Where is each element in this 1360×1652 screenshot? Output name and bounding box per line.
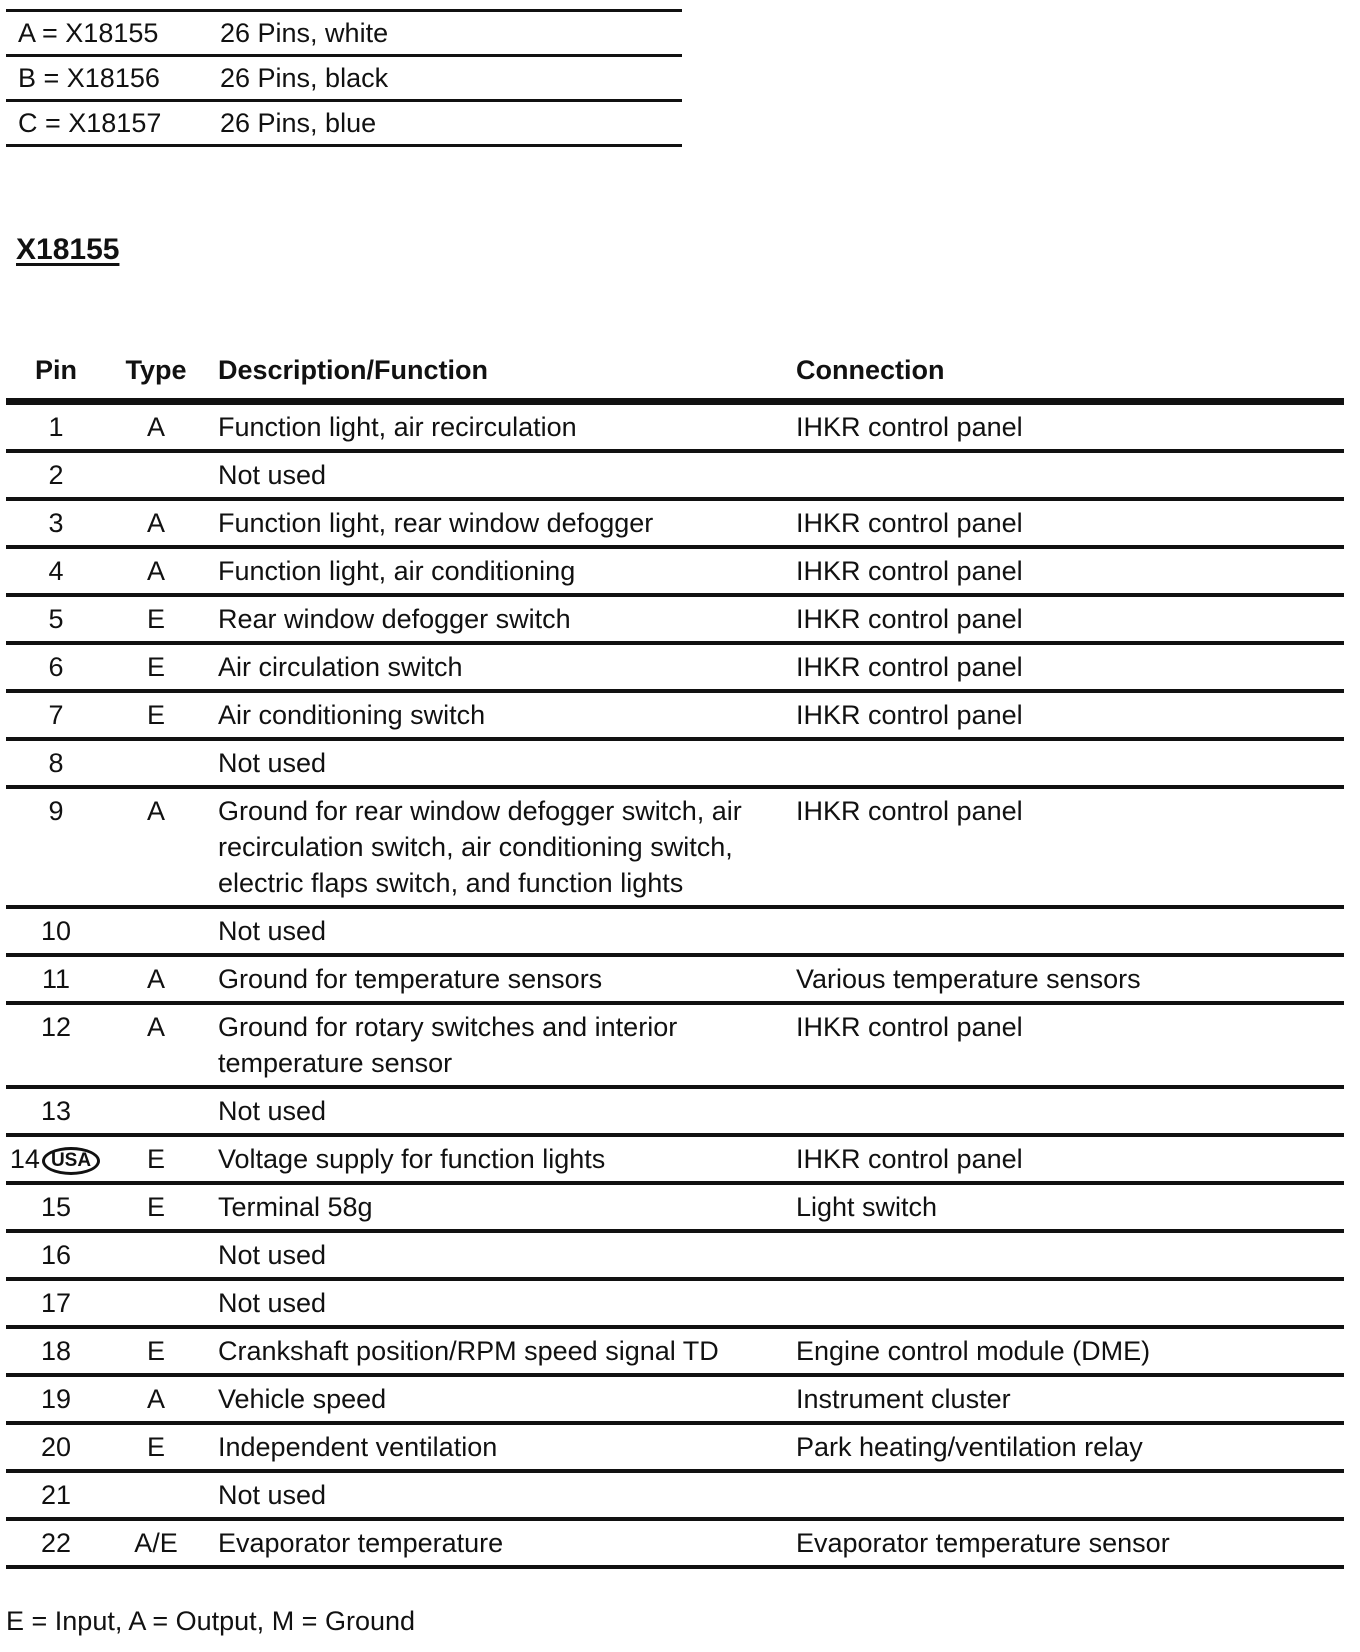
table-row (6, 595, 1344, 643)
pin-number: 16 (40, 1240, 72, 1270)
connector-description: 26 Pins, white (208, 11, 682, 56)
pin-cell (6, 499, 106, 547)
pin-number: 3 (48, 508, 64, 538)
pin-assignment-table (6, 346, 1344, 1569)
type-cell: E (106, 1423, 206, 1471)
description-cell: Independent ventilation (206, 1423, 784, 1471)
table-row (6, 1471, 1344, 1519)
header-connection: Connection (784, 346, 1344, 402)
description-cell: Evaporator temperature (206, 1519, 784, 1567)
type-cell (106, 739, 206, 787)
connection-cell: Light switch (784, 1183, 1344, 1231)
pin-cell (6, 1003, 106, 1087)
type-cell: A (106, 402, 206, 452)
table-row (6, 907, 1344, 955)
description-cell: Not used (206, 1471, 784, 1519)
type-cell (106, 1231, 206, 1279)
type-cell (106, 907, 206, 955)
connection-cell (784, 1279, 1344, 1327)
pin-cell (6, 1423, 106, 1471)
pin-cell (6, 1183, 106, 1231)
pin-number: 6 (48, 652, 64, 682)
table-row (6, 1423, 1344, 1471)
connector-summary-table (6, 9, 682, 147)
connection-cell (784, 1087, 1344, 1135)
type-cell (106, 1471, 206, 1519)
description-cell: Not used (206, 907, 784, 955)
type-cell: E (106, 691, 206, 739)
pin-cell (6, 1087, 106, 1135)
connection-cell: Various temperature sensors (784, 955, 1344, 1003)
type-cell: A (106, 1375, 206, 1423)
pin-cell (6, 595, 106, 643)
pin-cell (6, 547, 106, 595)
type-cell: E (106, 1183, 206, 1231)
connection-cell: IHKR control panel (784, 643, 1344, 691)
type-cell: E (106, 1327, 206, 1375)
pin-number: 1 (48, 412, 64, 442)
table-row (6, 1003, 1344, 1087)
description-cell: Ground for rotary switches and interior temperature sensor (206, 1003, 784, 1087)
pin-cell (6, 691, 106, 739)
connector-id: B = X18156 (6, 56, 208, 101)
description-cell: Not used (206, 1231, 784, 1279)
connection-cell: IHKR control panel (784, 499, 1344, 547)
pin-number: 9 (48, 796, 64, 826)
type-cell: A (106, 787, 206, 907)
pin-number: 12 (40, 1012, 72, 1042)
table-row (6, 1231, 1344, 1279)
pin-cell (6, 907, 106, 955)
pin-number: 11 (41, 964, 71, 994)
table-row (6, 547, 1344, 595)
table-row (6, 451, 1344, 499)
connection-cell: Park heating/ventilation relay (784, 1423, 1344, 1471)
connection-cell: Engine control module (DME) (784, 1327, 1344, 1375)
description-cell: Rear window defogger switch (206, 595, 784, 643)
connector-description: 26 Pins, black (208, 56, 682, 101)
connection-cell (784, 1471, 1344, 1519)
pin-cell (6, 787, 106, 907)
type-cell: A (106, 955, 206, 1003)
table-row (6, 1135, 1344, 1183)
pin-number: 14 (9, 1144, 40, 1174)
pin-table-body (6, 402, 1344, 1568)
type-cell: A (106, 547, 206, 595)
description-cell: Not used (206, 1279, 784, 1327)
connector-row (6, 101, 682, 146)
pin-cell (6, 955, 106, 1003)
connector-id: C = X18157 (6, 101, 208, 146)
table-row (6, 1327, 1344, 1375)
table-row (6, 1519, 1344, 1567)
pin-cell (6, 402, 106, 452)
table-row (6, 1087, 1344, 1135)
pin-number: 8 (48, 748, 64, 778)
table-row (6, 1375, 1344, 1423)
pin-number: 10 (40, 916, 72, 946)
connector-summary-body (6, 11, 682, 146)
description-cell: Not used (206, 739, 784, 787)
type-cell (106, 1087, 206, 1135)
pin-number: 20 (40, 1432, 72, 1462)
pin-cell (6, 1471, 106, 1519)
table-row (6, 499, 1344, 547)
table-row (6, 955, 1344, 1003)
pin-number: 22 (40, 1528, 72, 1558)
description-cell: Function light, air recirculation (206, 402, 784, 452)
table-row (6, 1279, 1344, 1327)
pin-number: 18 (40, 1336, 72, 1366)
pin-cell (6, 1519, 106, 1567)
description-cell: Ground for temperature sensors (206, 955, 784, 1003)
connection-cell: Instrument cluster (784, 1375, 1344, 1423)
description-cell: Air circulation switch (206, 643, 784, 691)
table-row (6, 643, 1344, 691)
pin-number: 2 (48, 460, 64, 490)
description-cell: Not used (206, 451, 784, 499)
section-title: X18155 (16, 233, 120, 266)
pin-cell (6, 451, 106, 499)
pin-number: 4 (48, 556, 64, 586)
connection-cell: IHKR control panel (784, 402, 1344, 452)
connection-cell: IHKR control panel (784, 787, 1344, 907)
header-type: Type (106, 346, 206, 402)
table-row (6, 402, 1344, 452)
description-cell: Ground for rear window defogger switch, air recirculation switch, air conditioning switch, electric flaps switch, and function lights (206, 787, 784, 907)
header-row (6, 346, 1344, 402)
connector-row (6, 11, 682, 56)
table-row (6, 1183, 1344, 1231)
description-cell: Terminal 58g (206, 1183, 784, 1231)
type-cell: E (106, 595, 206, 643)
connection-cell (784, 451, 1344, 499)
type-cell: A (106, 1003, 206, 1087)
connection-cell (784, 907, 1344, 955)
description-cell: Vehicle speed (206, 1375, 784, 1423)
pin-number: 19 (40, 1384, 72, 1414)
pin-cell (6, 1135, 106, 1183)
type-cell: A (106, 499, 206, 547)
type-cell (106, 1279, 206, 1327)
connection-cell: IHKR control panel (784, 1003, 1344, 1087)
pin-number: 7 (48, 700, 64, 730)
connection-cell: Evaporator temperature sensor (784, 1519, 1344, 1567)
connection-cell (784, 1231, 1344, 1279)
pin-cell (6, 1279, 106, 1327)
pin-cell (6, 643, 106, 691)
pin-cell (6, 1231, 106, 1279)
pin-number: 21 (40, 1480, 72, 1510)
description-cell: Air conditioning switch (206, 691, 784, 739)
usa-badge: USA (42, 1147, 100, 1175)
connector-row (6, 56, 682, 101)
pin-number: 13 (40, 1096, 72, 1126)
type-cell: A/E (106, 1519, 206, 1567)
description-cell: Function light, air conditioning (206, 547, 784, 595)
pin-number: 15 (40, 1192, 72, 1222)
description-cell: Function light, rear window defogger (206, 499, 784, 547)
connection-cell: IHKR control panel (784, 1135, 1344, 1183)
table-row (6, 739, 1344, 787)
header-description: Description/Function (206, 346, 784, 402)
description-cell: Not used (206, 1087, 784, 1135)
pin-number: 17 (40, 1288, 72, 1318)
connection-cell: IHKR control panel (784, 547, 1344, 595)
pin-cell (6, 1327, 106, 1375)
description-cell: Crankshaft position/RPM speed signal TD (206, 1327, 784, 1375)
connection-cell (784, 739, 1344, 787)
connector-description: 26 Pins, blue (208, 101, 682, 146)
table-row (6, 691, 1344, 739)
pin-cell (6, 739, 106, 787)
type-cell (106, 451, 206, 499)
pin-number: 5 (48, 604, 64, 634)
type-cell: E (106, 643, 206, 691)
connection-cell: IHKR control panel (784, 691, 1344, 739)
pin-table-header (6, 346, 1344, 402)
type-cell: E (106, 1135, 206, 1183)
connection-cell: IHKR control panel (784, 595, 1344, 643)
table-row (6, 787, 1344, 907)
pin-cell (6, 1375, 106, 1423)
connector-id: A = X18155 (6, 11, 208, 56)
header-pin: Pin (6, 346, 106, 402)
description-cell: Voltage supply for function lights (206, 1135, 784, 1183)
type-legend: E = Input, A = Output, M = Ground (6, 1606, 416, 1636)
